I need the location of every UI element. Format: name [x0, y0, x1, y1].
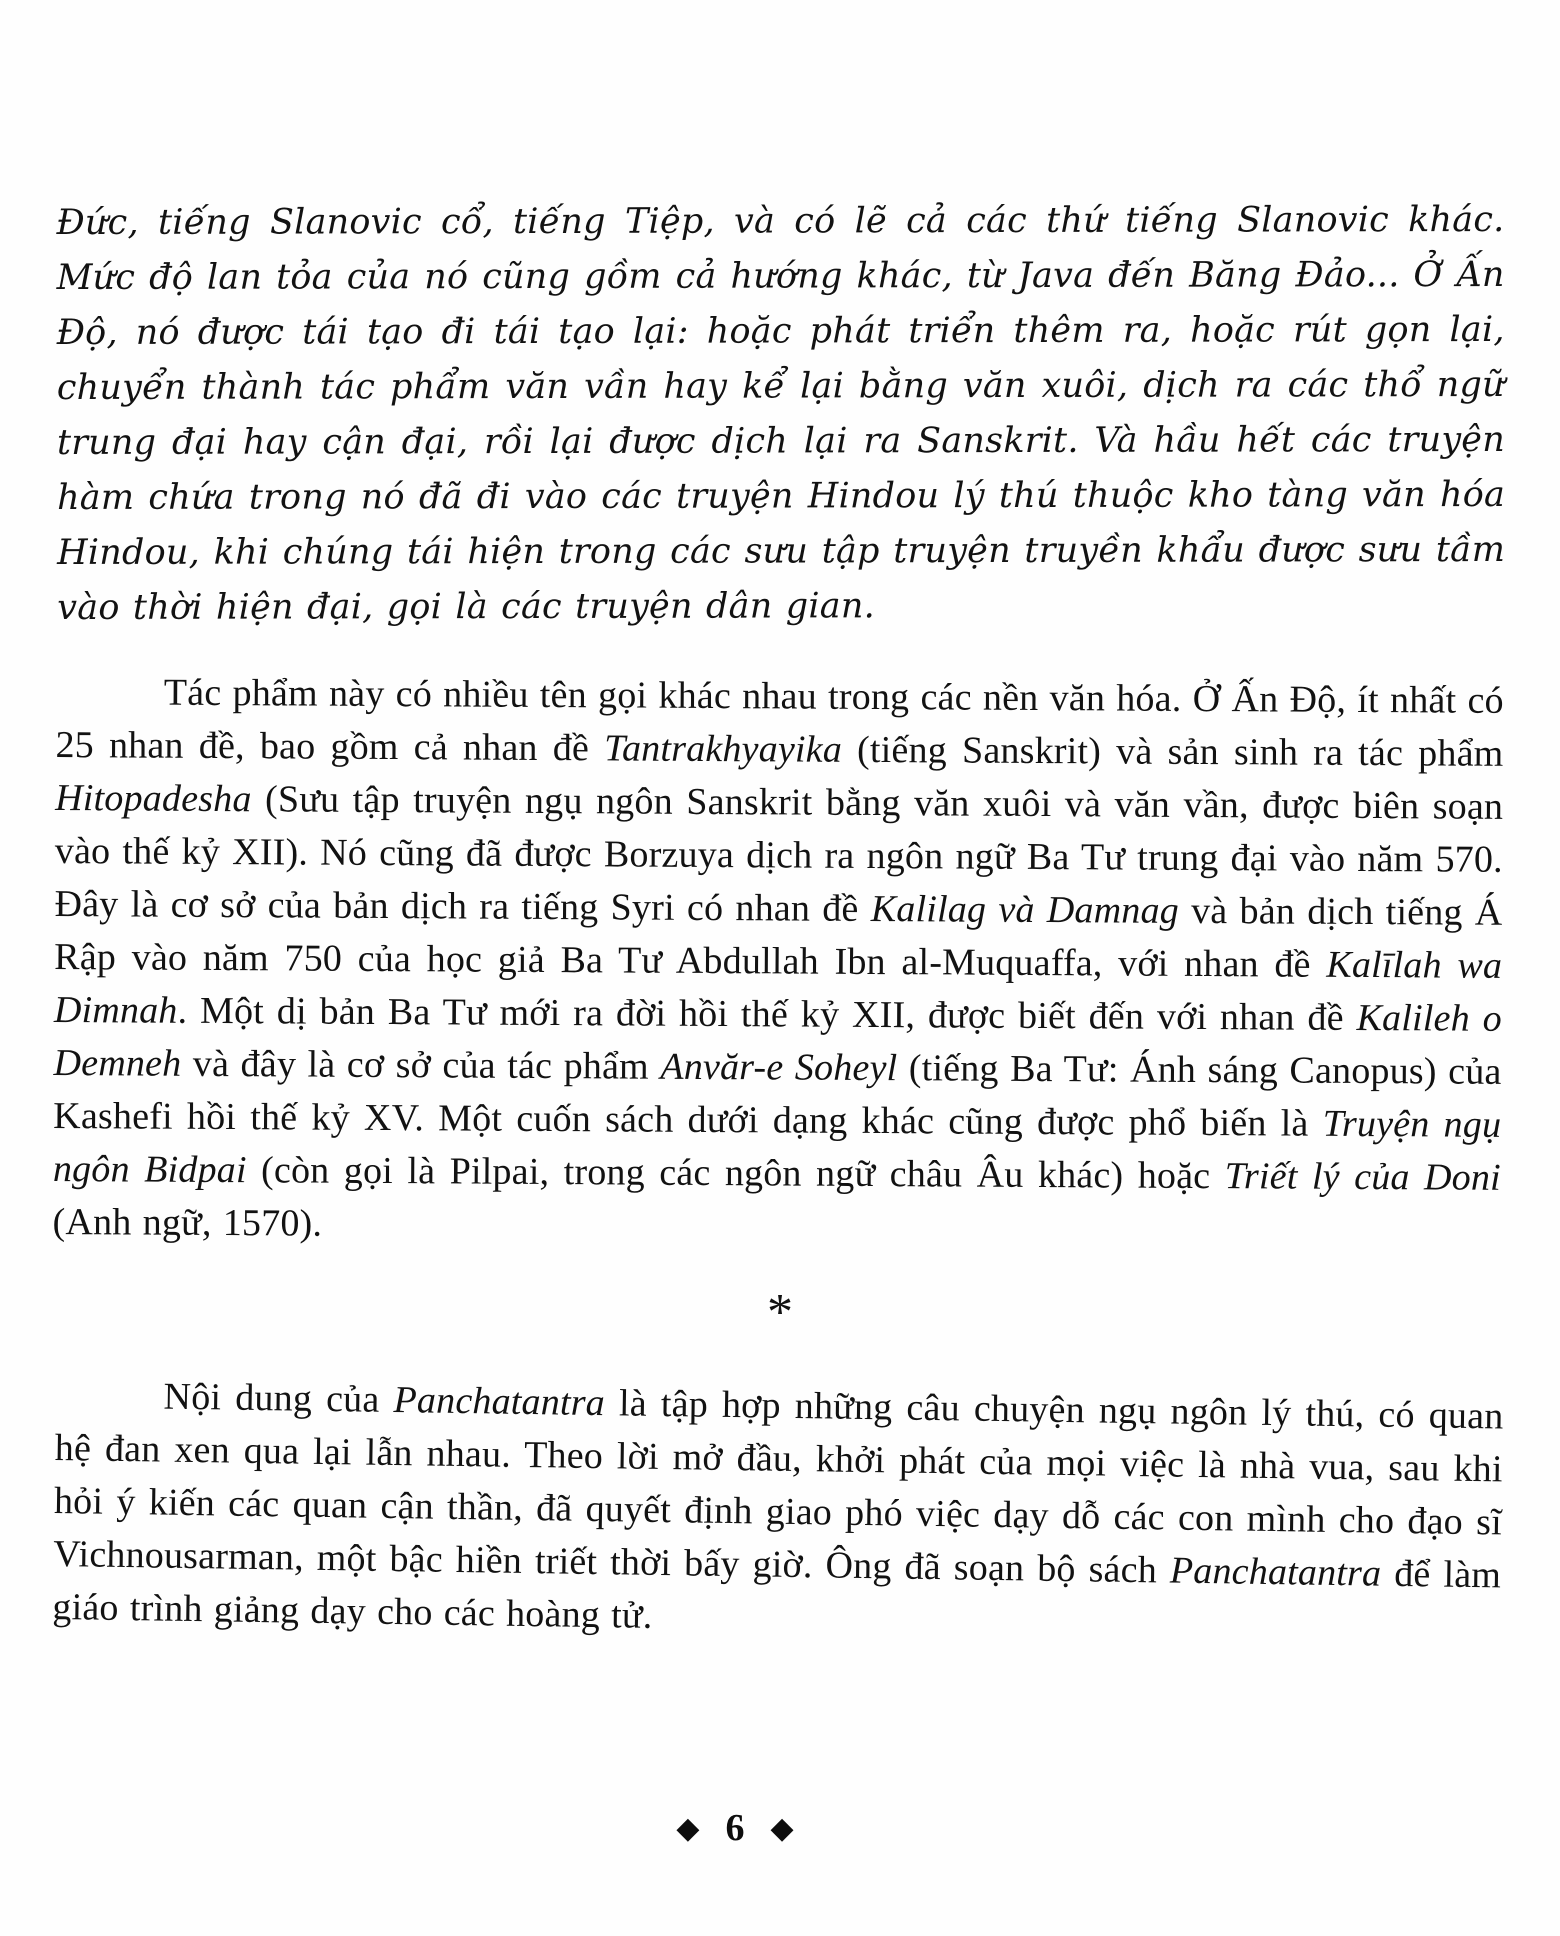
ornament-diamond-icon: ◆	[770, 1811, 794, 1845]
section-divider-asterisk: *	[767, 1284, 793, 1341]
first-line-indent	[56, 704, 164, 705]
paragraph-contents-text: Nội dung của Panchatantra là tập hợp những câu chuyện ngụ ngôn lý thú, có quan hệ đan xen qua lại lẫn nhau. Theo lời mở đầu, khởi phát của mọi việc là nhà vua, sau khi hỏi ý kiến các quan cận thần, đã quyết định giao phó việc dạy dỗ các con mình cho đạo sĩ Vichnousarman, một bậc hiền triết thời bấy giờ. Ông đã soạn bộ sách Panchatantra để làm giáo trình giảng dạy cho các hoàng tử.	[52, 1375, 1504, 1637]
paragraph-titles-history-text: Tác phẩm này có nhiều tên gọi khác nhau trong các nền văn hóa. Ở Ấn Độ, ít nhất có 25 nhan đề, bao gồm cả nhan đề Tantrakhyayika (tiếng Sanskrit) và sản sinh ra tác phẩm Hitopadesha (Sưu tập truyện ngụ ngôn Sanskrit bằng văn xuôi và văn vần, được biên soạn vào thế kỷ XII). Nó cũng đã được Borzuya dịch ra ngôn ngữ Ba Tư trung đại vào năm 570. Đây là cơ sở của bản dịch ra tiếng Syri có nhan đề Kalilag và Damnag và bản dịch tiếng Á Rập vào năm 750 của học giả Ba Tư Abdullah Ibn al-Muquaffa, với nhan đề Kalīlah wa Dimnah. Một dị bản Ba Tư mới ra đời hồi thế kỷ XII, được biết đến với nhan đề Kalileh o Demneh và đây là cơ sở của tác phẩm Anvăr-e Soheyl (tiếng Ba Tư: Ánh sáng Canopus) của Kashefi hồi thế kỷ XV. Một cuốn sách dưới dạng khác cũng được phổ biến là Truyện ngụ ngôn Bidpai (còn gọi là Pilpai, trong các ngôn ngữ châu Âu khác) hoặc Triết lý của Doni (Anh ngữ, 1570).	[52, 671, 1504, 1245]
intro-italic-paragraph: Đức, tiếng Slanovic cổ, tiếng Tiệp, và có lẽ cả các thứ tiếng Slanovic khác. Mức độ lan tỏa của nó cũng gồm cả hướng khác, từ Java đến Băng Đảo... Ở Ấn Độ, nó được tái tạo đi tái tạo lại: hoặc phát triển thêm ra, hoặc rút gọn lại, chuyển thành tác phẩm văn vần hay kể lại bằng văn xuôi, dịch ra các thổ ngữ trung đại hay cận đại, rồi lại được dịch lại ra Sanskrit. Và hầu hết các truyện hàm chứa trong nó đã đi vào các truyện Hindou lý thú thuộc kho tàng văn hóa Hindou, khi chúng tái hiện trong các sưu tập truyện truyền khẩu được sưu tầm vào thời hiện đại, gọi là các truyện dân gian.	[56, 199, 1506, 628]
paragraph-titles-history	[52, 666, 1504, 1258]
page-number: 6	[725, 1807, 745, 1849]
paragraph-contents	[52, 1369, 1504, 1655]
page-footer	[0, 1806, 1470, 1850]
first-line-indent	[55, 1407, 163, 1409]
ornament-diamond-icon: ◆	[676, 1811, 700, 1845]
